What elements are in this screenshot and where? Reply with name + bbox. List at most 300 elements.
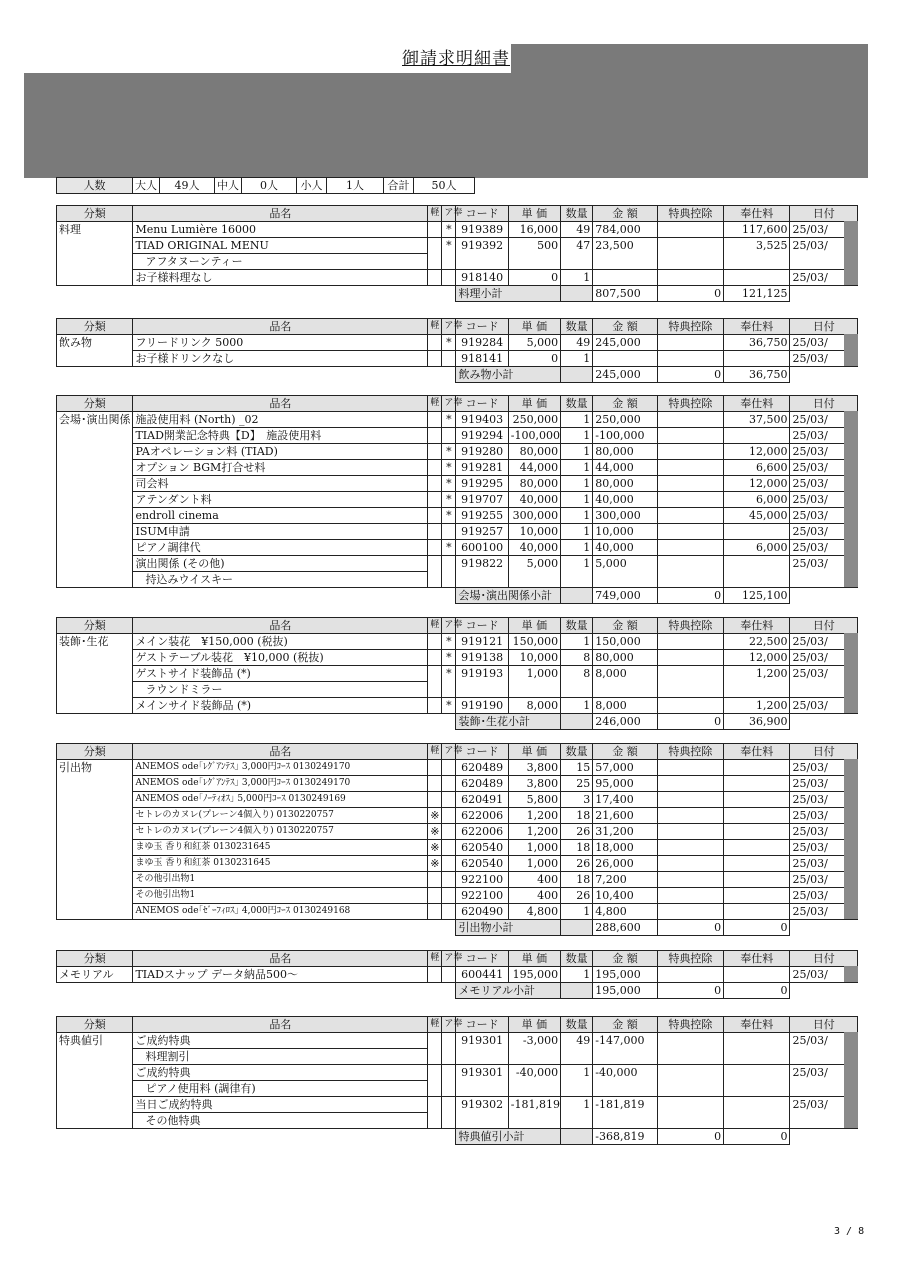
header-qty: 数量 [561, 206, 593, 222]
light-tax-mark [428, 460, 442, 476]
item-name: セトレのカヌレ(プレーン4個入り) 0130220757 [133, 808, 428, 824]
price-cell: 10,000 [508, 650, 560, 666]
qty-cell: 1 [561, 634, 593, 650]
people-label: 人数 [57, 178, 133, 194]
subtotal-label: 料理小計 [456, 286, 561, 302]
redacted-date-strip [844, 633, 858, 713]
discount-cell [657, 856, 723, 872]
header-code: コード [456, 744, 508, 760]
item-name: お子様料理なし [133, 270, 428, 286]
header-qty: 数量 [561, 618, 593, 634]
table-row [57, 428, 858, 444]
discount-cell [657, 428, 723, 444]
header-discount: 特典控除 [657, 744, 723, 760]
header-category: 分類 [57, 319, 133, 335]
service-cell [724, 792, 790, 808]
date-cell: 25/03/ [790, 666, 858, 698]
service-mark [442, 904, 456, 920]
header-amount: 金 額 [593, 319, 657, 335]
code-cell: 919403 [456, 412, 508, 428]
price-cell: 400 [508, 888, 560, 904]
service-cell: 3,525 [724, 238, 790, 270]
service-mark: * [442, 222, 456, 238]
service-mark [442, 840, 456, 856]
service-cell [724, 872, 790, 888]
qty-cell: 25 [561, 776, 593, 792]
amount-cell: 26,000 [593, 856, 657, 872]
date-cell: 25/03/ [790, 1033, 858, 1065]
child-label: 小人 [297, 178, 327, 194]
date-cell: 25/03/ [790, 824, 858, 840]
price-cell: 1,000 [508, 856, 560, 872]
category-cell: 引出物 [57, 760, 133, 920]
section-table [56, 205, 858, 302]
child-count: 1人 [327, 178, 384, 194]
light-tax-mark: ※ [428, 808, 442, 824]
subtotal-label: 飲み物小計 [456, 367, 561, 383]
subtotal-label: 引出物小計 [456, 920, 561, 936]
redacted-address-block [24, 73, 868, 178]
discount-cell [657, 1065, 723, 1097]
price-cell: 250,000 [508, 412, 560, 428]
code-cell: 919138 [456, 650, 508, 666]
item-name: ANEMOS ode｢ﾉｰﾃｨｵｽ｣ 5,000円ｺｰｽ 0130249169 [133, 792, 428, 808]
header-category: 分類 [57, 744, 133, 760]
item-name-sub: アフタヌーンティー [133, 254, 428, 270]
discount-cell [657, 540, 723, 556]
code-cell: 919294 [456, 428, 508, 444]
price-cell: 1,000 [508, 666, 560, 698]
header-discount: 特典控除 [657, 951, 723, 967]
header-c2c3: ア奉 [442, 206, 456, 222]
middle-count: 0人 [242, 178, 297, 194]
item-name: ご成約特典 [133, 1033, 428, 1049]
light-tax-mark [428, 872, 442, 888]
service-mark [442, 760, 456, 776]
category-cell: 装飾･生花 [57, 634, 133, 714]
code-cell: 919193 [456, 666, 508, 698]
price-cell: -40,000 [508, 1065, 560, 1097]
header-price: 単 価 [508, 618, 560, 634]
service-mark [442, 967, 456, 983]
service-cell [724, 524, 790, 540]
service-mark: * [442, 492, 456, 508]
service-mark [442, 1097, 456, 1129]
service-mark: * [442, 650, 456, 666]
total-count: 50人 [414, 178, 475, 194]
subtotal-discount: 0 [657, 920, 723, 936]
service-cell: 117,600 [724, 222, 790, 238]
code-cell: 919822 [456, 556, 508, 588]
amount-cell: 21,600 [593, 808, 657, 824]
service-cell: 12,000 [724, 650, 790, 666]
qty-cell: 1 [561, 1065, 593, 1097]
adult-label: 大人 [133, 178, 160, 194]
price-cell: 40,000 [508, 540, 560, 556]
qty-cell: 1 [561, 412, 593, 428]
price-cell: 500 [508, 238, 560, 270]
header-price: 単 価 [508, 744, 560, 760]
qty-cell: 18 [561, 840, 593, 856]
light-tax-mark [428, 222, 442, 238]
redacted-date-strip [844, 759, 858, 919]
discount-cell [657, 666, 723, 698]
amount-cell: 10,400 [593, 888, 657, 904]
header-item: 品名 [133, 319, 428, 335]
service-mark [442, 776, 456, 792]
date-cell: 25/03/ [790, 650, 858, 666]
code-cell: 922100 [456, 872, 508, 888]
table-row [57, 856, 858, 872]
category-cell: メモリアル [57, 967, 133, 983]
item-name: ANEMOS ode｢ﾚｸﾞｱﾝﾃｽ｣ 3,000円ｺｰｽ 0130249170 [133, 776, 428, 792]
code-cell: 600100 [456, 540, 508, 556]
code-cell: 919301 [456, 1033, 508, 1065]
date-cell: 25/03/ [790, 634, 858, 650]
header-date: 日付 [790, 319, 858, 335]
date-cell: 25/03/ [790, 760, 858, 776]
qty-cell: 1 [561, 1097, 593, 1129]
header-qty: 数量 [561, 1017, 593, 1033]
amount-cell: 80,000 [593, 476, 657, 492]
discount-cell [657, 1097, 723, 1129]
date-cell: 25/03/ [790, 270, 858, 286]
qty-cell: 1 [561, 698, 593, 714]
price-cell: 44,000 [508, 460, 560, 476]
qty-cell: 49 [561, 1033, 593, 1065]
total-label: 合計 [384, 178, 414, 194]
subtotal-service: 125,100 [724, 588, 790, 604]
table-row [57, 967, 858, 983]
code-cell: 919190 [456, 698, 508, 714]
date-cell: 25/03/ [790, 540, 858, 556]
table-row [57, 556, 858, 572]
discount-cell [657, 412, 723, 428]
service-mark [442, 1033, 456, 1065]
header-c2c3: ア奉 [442, 618, 456, 634]
date-cell: 25/03/ [790, 1065, 858, 1097]
price-cell: -181,819 [508, 1097, 560, 1129]
light-tax-mark [428, 634, 442, 650]
price-cell: 1,200 [508, 808, 560, 824]
qty-cell: 8 [561, 666, 593, 698]
section-table [56, 318, 858, 383]
service-cell [724, 1097, 790, 1129]
table-row [57, 888, 858, 904]
table-row [57, 1065, 858, 1081]
service-mark [442, 556, 456, 588]
code-cell: 919302 [456, 1097, 508, 1129]
date-cell: 25/03/ [790, 792, 858, 808]
item-name: PAオペレーション料 (TIAD) [133, 444, 428, 460]
redacted-date-strip [844, 1032, 858, 1128]
header-discount: 特典控除 [657, 319, 723, 335]
item-name: TIADスナップ データ納品500〜 [133, 967, 428, 983]
amount-cell: 250,000 [593, 412, 657, 428]
table-row [57, 776, 858, 792]
subtotal-service: 0 [724, 983, 790, 999]
category-cell: 会場･演出関係 [57, 412, 133, 588]
discount-cell [657, 556, 723, 588]
header-date: 日付 [790, 396, 858, 412]
service-mark: * [442, 476, 456, 492]
service-cell [724, 824, 790, 840]
amount-cell [593, 270, 657, 286]
discount-cell [657, 1033, 723, 1065]
header-item: 品名 [133, 744, 428, 760]
code-cell: 620489 [456, 760, 508, 776]
item-name: まゆ玉 香り和紅茶 0130231645 [133, 840, 428, 856]
code-cell: 919707 [456, 492, 508, 508]
price-cell: 10,000 [508, 524, 560, 540]
light-tax-mark [428, 666, 442, 698]
service-cell [724, 856, 790, 872]
table-header [57, 618, 858, 634]
price-cell: -100,000 [508, 428, 560, 444]
amount-cell [593, 351, 657, 367]
item-name-sub: 持込みウイスキー [133, 572, 428, 588]
table-row [57, 824, 858, 840]
item-name: ピアノ調律代 [133, 540, 428, 556]
header-code: コード [456, 951, 508, 967]
light-tax-mark [428, 1097, 442, 1129]
header-item: 品名 [133, 618, 428, 634]
subtotal-service: 0 [724, 1129, 790, 1145]
redacted-date-strip [844, 221, 858, 285]
price-cell: 0 [508, 270, 560, 286]
code-cell: 919295 [456, 476, 508, 492]
code-cell: 919281 [456, 460, 508, 476]
discount-cell [657, 808, 723, 824]
discount-cell [657, 351, 723, 367]
service-mark [442, 351, 456, 367]
service-mark [442, 792, 456, 808]
date-cell: 25/03/ [790, 1097, 858, 1129]
date-cell: 25/03/ [790, 840, 858, 856]
header-c2c3: ア奉 [442, 319, 456, 335]
item-name-sub: その他特典 [133, 1113, 428, 1129]
subtotal-amount: -368,819 [593, 1129, 657, 1145]
qty-cell: 1 [561, 556, 593, 588]
code-cell: 922100 [456, 888, 508, 904]
light-tax-mark [428, 556, 442, 588]
header-service: 奉仕料 [724, 744, 790, 760]
amount-cell: 40,000 [593, 540, 657, 556]
header-item: 品名 [133, 951, 428, 967]
amount-cell: 195,000 [593, 967, 657, 983]
code-cell: 918140 [456, 270, 508, 286]
code-cell: 919301 [456, 1065, 508, 1097]
price-cell: 3,800 [508, 776, 560, 792]
header-amount: 金 額 [593, 618, 657, 634]
price-cell: 5,000 [508, 556, 560, 588]
date-cell: 25/03/ [790, 460, 858, 476]
service-cell: 22,500 [724, 634, 790, 650]
header-code: コード [456, 618, 508, 634]
service-cell: 6,000 [724, 540, 790, 556]
price-cell: 40,000 [508, 492, 560, 508]
service-cell [724, 904, 790, 920]
item-name-sub: ラウンドミラー [133, 682, 428, 698]
item-name: 演出関係 (その他) [133, 556, 428, 572]
section-table [56, 1016, 858, 1145]
amount-cell: 245,000 [593, 335, 657, 351]
header-amount: 金 額 [593, 951, 657, 967]
item-name-sub: 料理割引 [133, 1049, 428, 1065]
header-item: 品名 [133, 206, 428, 222]
price-cell: 4,800 [508, 904, 560, 920]
discount-cell [657, 444, 723, 460]
adult-count: 49人 [160, 178, 215, 194]
header-code: コード [456, 206, 508, 222]
table-row [57, 840, 858, 856]
table-row [57, 698, 858, 714]
date-cell: 25/03/ [790, 888, 858, 904]
light-tax-mark: ※ [428, 840, 442, 856]
discount-cell [657, 634, 723, 650]
qty-cell: 1 [561, 476, 593, 492]
item-name: ゲストサイド装飾品 (*) [133, 666, 428, 682]
light-tax-mark [428, 238, 442, 270]
header-c2c3: ア奉 [442, 396, 456, 412]
header-qty: 数量 [561, 744, 593, 760]
qty-cell: 1 [561, 967, 593, 983]
header-light: 軽 [428, 618, 442, 634]
people-count-table [56, 177, 858, 194]
table-row [57, 476, 858, 492]
light-tax-mark [428, 540, 442, 556]
header-discount: 特典控除 [657, 618, 723, 634]
date-cell: 25/03/ [790, 856, 858, 872]
amount-cell: -40,000 [593, 1065, 657, 1097]
header-service: 奉仕料 [724, 206, 790, 222]
header-light: 軽 [428, 1017, 442, 1033]
code-cell: 919121 [456, 634, 508, 650]
header-light: 軽 [428, 206, 442, 222]
discount-cell [657, 698, 723, 714]
subtotal-discount: 0 [657, 367, 723, 383]
price-cell: 1,000 [508, 840, 560, 856]
service-mark: * [442, 444, 456, 460]
light-tax-mark [428, 508, 442, 524]
code-cell: 919257 [456, 524, 508, 540]
header-service: 奉仕料 [724, 618, 790, 634]
header-item: 品名 [133, 396, 428, 412]
item-name: TIAD開業記念特典【D】 施設使用料 [133, 428, 428, 444]
discount-cell [657, 524, 723, 540]
service-mark [442, 1065, 456, 1097]
date-cell: 25/03/ [790, 476, 858, 492]
date-cell: 25/03/ [790, 351, 858, 367]
table-row [57, 650, 858, 666]
service-cell: 6,000 [724, 492, 790, 508]
subtotal-service: 121,125 [724, 286, 790, 302]
header-light: 軽 [428, 396, 442, 412]
light-tax-mark [428, 698, 442, 714]
qty-cell: 1 [561, 524, 593, 540]
item-name: お子様ドリンクなし [133, 351, 428, 367]
table-row [57, 540, 858, 556]
subtotal-label: 装飾･生花小計 [456, 714, 561, 730]
service-cell [724, 351, 790, 367]
discount-cell [657, 270, 723, 286]
header-date: 日付 [790, 744, 858, 760]
header-c2c3: ア奉 [442, 1017, 456, 1033]
service-cell: 45,000 [724, 508, 790, 524]
light-tax-mark [428, 904, 442, 920]
header-date: 日付 [790, 206, 858, 222]
item-name: その他引出物1 [133, 888, 428, 904]
table-row [57, 872, 858, 888]
service-cell: 12,000 [724, 444, 790, 460]
table-row [57, 412, 858, 428]
category-cell: 飲み物 [57, 335, 133, 367]
discount-cell [657, 335, 723, 351]
qty-cell: 1 [561, 904, 593, 920]
document-title: 御請求明細書 [402, 49, 510, 69]
price-cell: 5,000 [508, 335, 560, 351]
qty-cell: 49 [561, 335, 593, 351]
amount-cell: 23,500 [593, 238, 657, 270]
table-row [57, 1033, 858, 1049]
service-cell [724, 808, 790, 824]
price-cell: 300,000 [508, 508, 560, 524]
price-cell: 80,000 [508, 476, 560, 492]
amount-cell: 4,800 [593, 904, 657, 920]
date-cell: 25/03/ [790, 335, 858, 351]
service-mark [442, 888, 456, 904]
discount-cell [657, 238, 723, 270]
item-name: Menu Lumière 16000 [133, 222, 428, 238]
discount-cell [657, 476, 723, 492]
amount-cell: 300,000 [593, 508, 657, 524]
light-tax-mark [428, 428, 442, 444]
table-row [57, 444, 858, 460]
service-mark: * [442, 540, 456, 556]
amount-cell: 95,000 [593, 776, 657, 792]
code-cell: 622006 [456, 824, 508, 840]
service-cell: 1,200 [724, 666, 790, 698]
service-mark: * [442, 335, 456, 351]
category-cell: 料理 [57, 222, 133, 286]
header-qty: 数量 [561, 319, 593, 335]
table-row [57, 760, 858, 776]
amount-cell: 40,000 [593, 492, 657, 508]
service-cell [724, 840, 790, 856]
table-row [57, 634, 858, 650]
service-mark: * [442, 238, 456, 270]
section-table [56, 950, 858, 999]
service-mark [442, 856, 456, 872]
item-name: ANEMOS ode｢ｾﾞｰﾌｨﾛｽ｣ 4,000円ｺｰｽ 0130249168 [133, 904, 428, 920]
service-mark: * [442, 666, 456, 698]
code-cell: 918141 [456, 351, 508, 367]
subtotal-service: 0 [724, 920, 790, 936]
table-row [57, 335, 858, 351]
header-service: 奉仕料 [724, 951, 790, 967]
subtotal-amount: 749,000 [593, 588, 657, 604]
redacted-date-strip [844, 411, 858, 587]
light-tax-mark [428, 444, 442, 460]
subtotal-amount: 288,600 [593, 920, 657, 936]
code-cell: 620490 [456, 904, 508, 920]
code-cell: 620489 [456, 776, 508, 792]
subtotal-row [57, 367, 858, 383]
subtotal-amount: 195,000 [593, 983, 657, 999]
code-cell: 919392 [456, 238, 508, 270]
amount-cell: 7,200 [593, 872, 657, 888]
light-tax-mark [428, 760, 442, 776]
